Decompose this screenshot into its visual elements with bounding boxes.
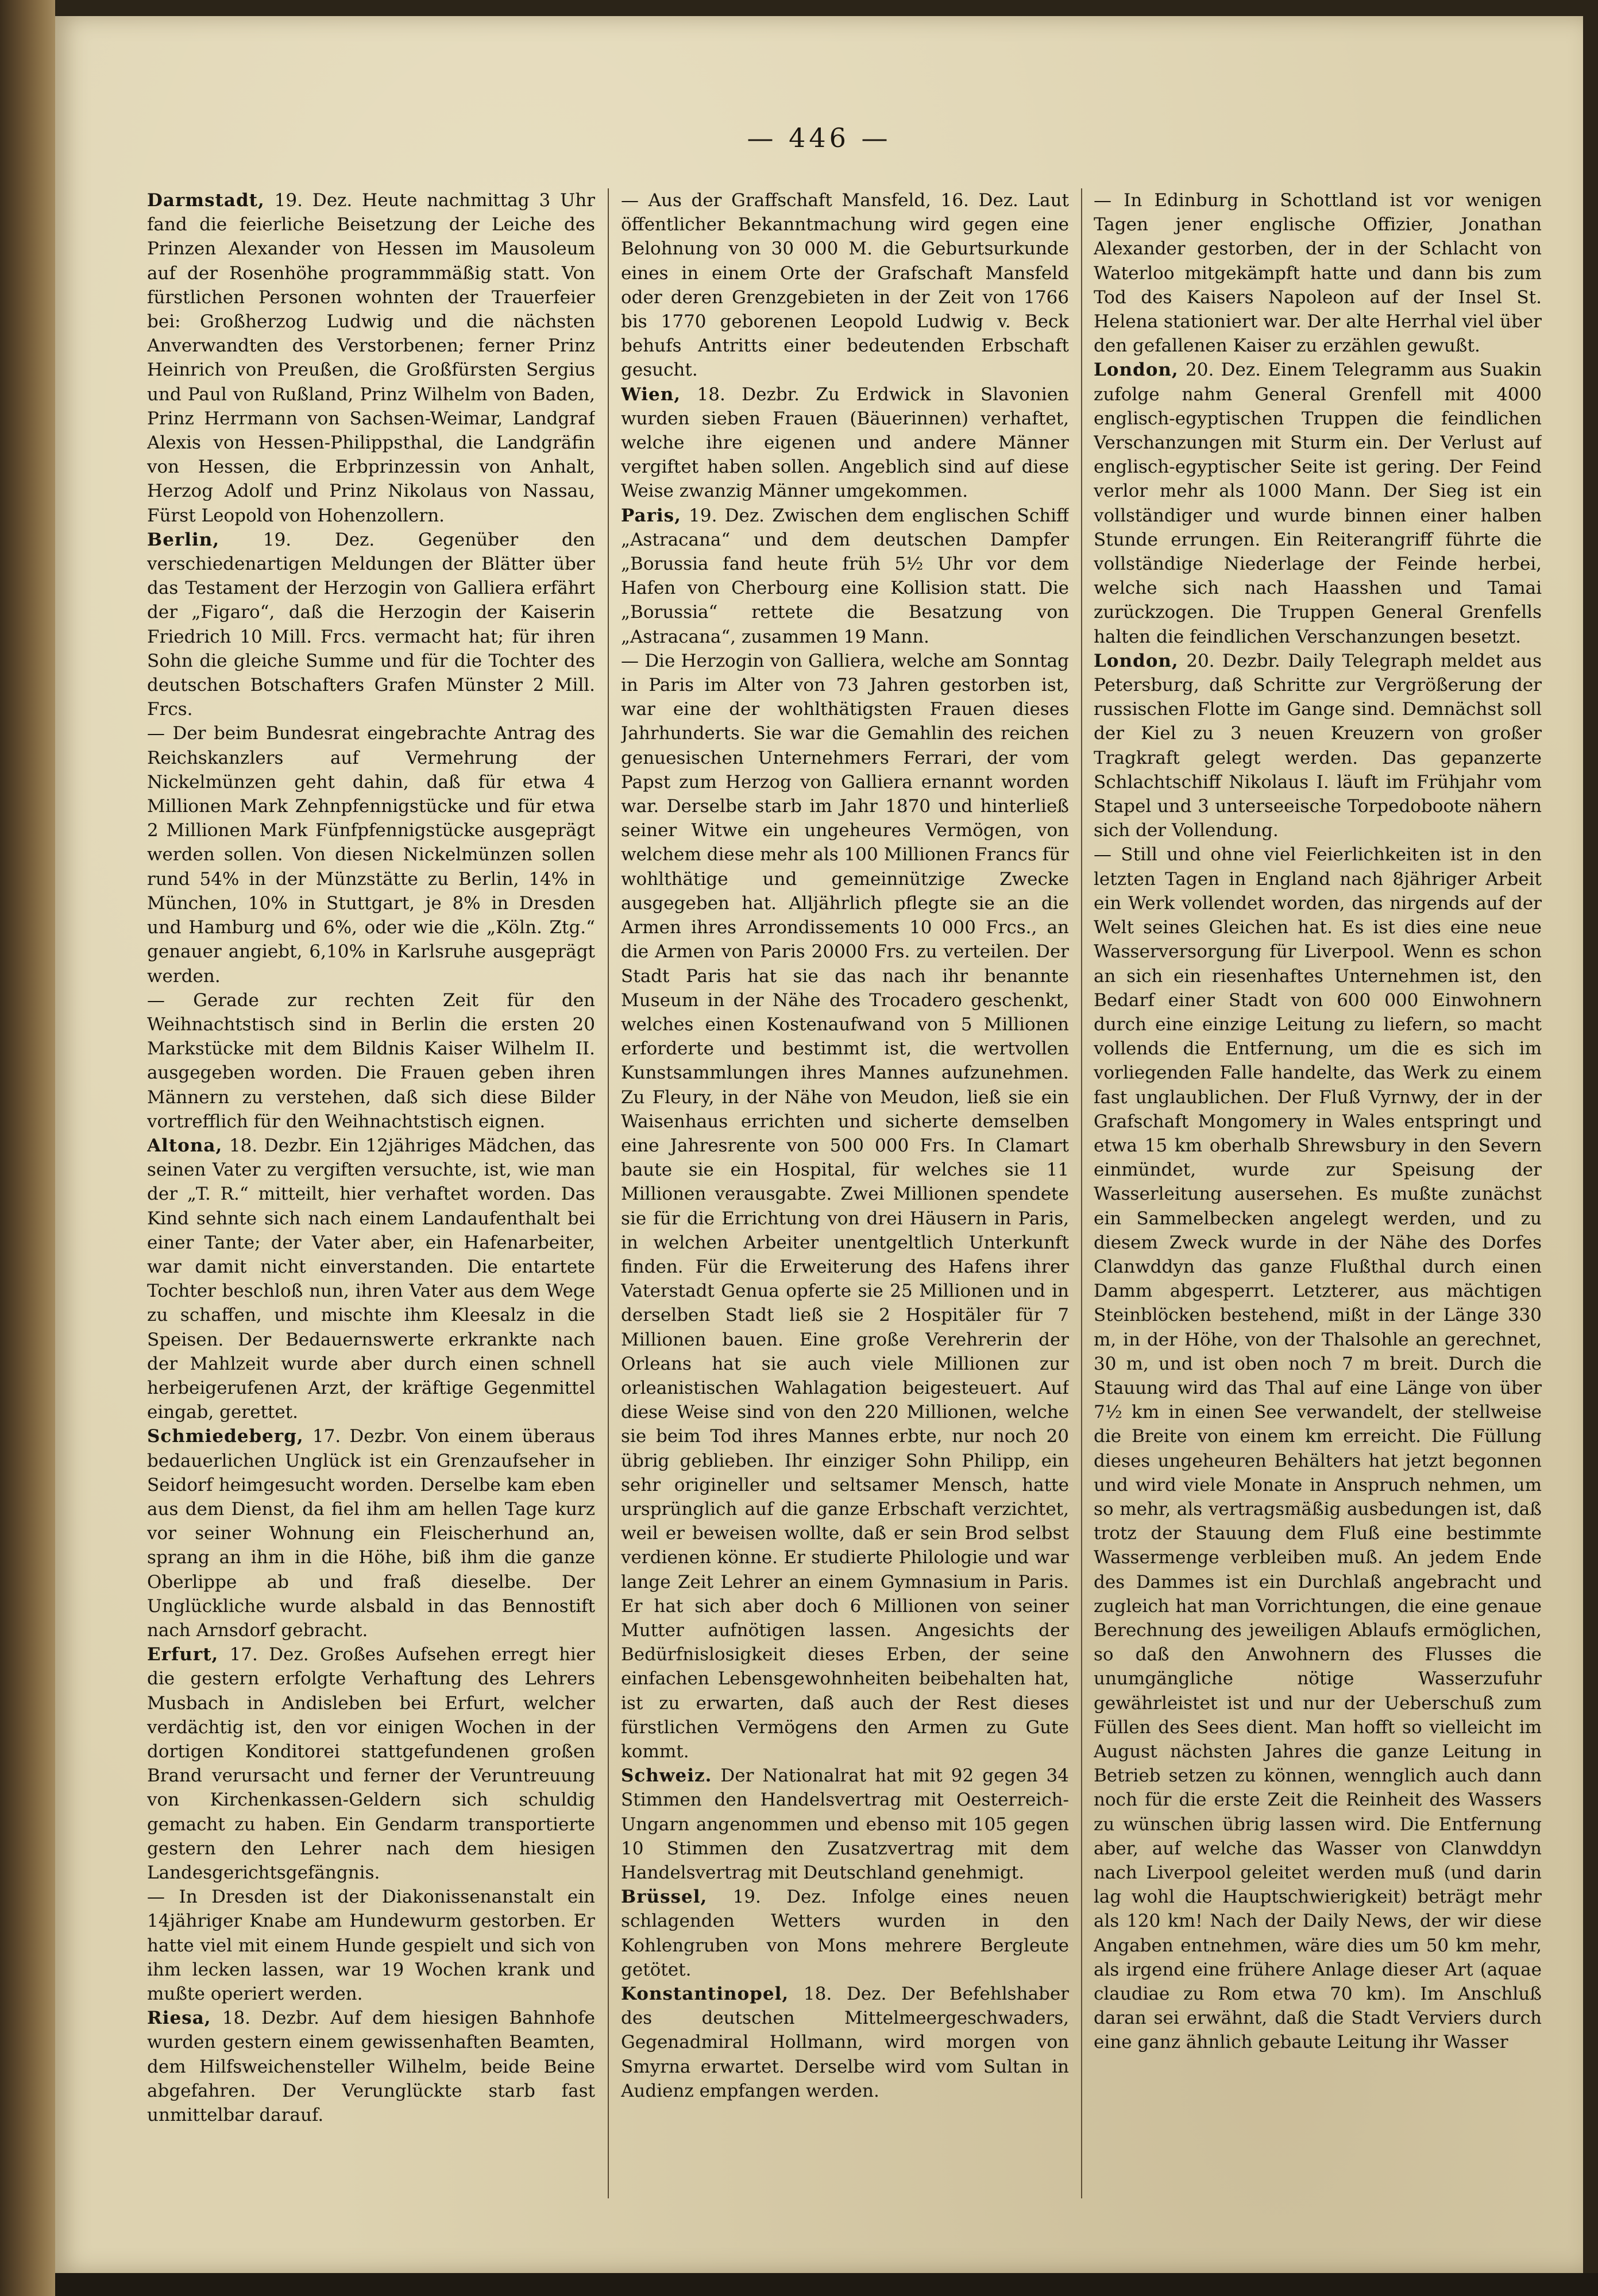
dateline-place: Riesa, xyxy=(147,2008,211,2029)
dateline-place: Darmstadt, xyxy=(147,190,265,211)
article-paragraph xyxy=(621,1885,1069,1982)
column-2 xyxy=(621,188,1069,2210)
dateline-place: Brüssel, xyxy=(621,1887,708,1908)
column-rule xyxy=(1081,188,1082,2198)
article-text: — Still und ohne viel Feierlichkeiten ist in den letzten Tagen in England nach 8jähriger Arbeit ein Werk vollendet worden, das nirgends auf der Welt seines Gleichen hat. Es ist dies eine neue Wasserversorgung für Liverpool. Wenn es schon an sich ein riesenhaftes Unternehmen ist, den Bedarf einer Stadt von 600 000 Einwohnern durch eine einzige Leitung zu liefern, so macht vollends die Entfernung, um die es sich im vorliegenden Falle handelte, das Werk zu einem fast unglaublichen. Der Fluß Vyrnwy, der in der Grafschaft Mongomery in Wales entspringt und etwa 15 km oberhalb Shrewsbury in den Severn einmündet, wurde zur Speisung der Wasserleitung ausersehen. Es mußte zunächst ein Sammelbecken angelegt werden, und zu diesem Zweck wurde in der Nähe des Dorfes Clanwddyn das ganze Flußthal durch einen Damm abgesperrt. Letzterer, aus mächtigen Steinblöcken bestehend, mißt in der Länge 330 m, in der Höhe, von der Thalsohle an gerechnet, 30 m, und ist oben noch 7 m breit. Durch die Stauung wird das Thal auf eine Länge von über 7½ km in einen See verwandelt, der stellweise die Breite von einem km erreicht. Die Füllung dieses ungeheuren Behälters hat jetzt begonnen und wird viele Monate in Anspruch nehmen, um so mehr, als vertragsmäßig ausbedungen ist, daß trotz der Stauung dem Fluß eine bestimmte Wassermenge verbleiben muß. An jedem Ende des Dammes ist ein Durchlaß angebracht und zugleich hat man Vorrichtungen, die eine genaue Berechnung des jeweiligen Ablaufs ermöglichen, so daß den Anwohnern des Flusses die unumgängliche nötige Wasserzufuhr gewährleistet ist und nur der Ueberschuß zum Füllen des Sees dient. Man hofft so vielleicht im August nächsten Jahres die ganze Leitung in Betrieb setzen zu können, wennglich auch dann noch für die erste Zeit die Reinheit des Wassers zu wünschen übrig lassen wird. Die Entfernung aber, auf welche das Wasser von Clanwddyn nach Liverpool geleitet werden muß (und darin lag wohl die Hauptschwierigkeit) beträgt mehr als 120 km! Nach der Daily News, der wir diese Angaben entnehmen, wäre dies um 50 km mehr, als irgend eine frühere Anlage dieser Art (aquae claudiae zu Rom etwa 70 km). Im Anschluß daran sei erwähnt, daß die Stadt Verviers durch eine ganz ähnlich gebaute Leitung ihr Wasser xyxy=(1094,844,1542,2053)
dateline-place: Schmiedeberg, xyxy=(147,1426,304,1447)
article-paragraph xyxy=(147,721,595,988)
article-text: — Gerade zur rechten Zeit für den Weihnachtstisch sind in Berlin die ersten 20 Markstücke mit dem Bildnis Kaiser Wilhelm II. ausgegeben worden. Die Frauen geben ihren Männern zu verstehen, daß sich diese Bilder vortrefflich für den Weihnachtstisch eignen. xyxy=(147,989,595,1132)
article-text: 18. Dez. Der Befehlshaber des deutschen Mittelmeergeschwaders, Gegenadmiral Hollmann, wird morgen von Smyrna erwartet. Derselbe wird vom Sultan in Audienz empfangen werden. xyxy=(621,1984,1069,2101)
article-text: 17. Dez. Großes Aufsehen erregt hier die gestern erfolgte Verhaftung des Lehrers Musbach in Andisleben bei Erfurt, welcher verdächtig ist, den vor einigen Wochen in der dortigen Konditorei stattgefundenen großen Brand verursacht und ferner der Veruntreuung von Kirchenkassen-Geldern sich schuldig gemacht zu haben. Ein Gendarm transportierte gestern den Lehrer nach dem hiesigen Landesgerichtsgefängnis. xyxy=(147,1644,595,1884)
article-text: 20. Dez. Einem Telegramm aus Suakin zufolge nahm General Grenfell mit 4000 englisch-egyptischen Truppen die feindlichen Verschanzungen mit Sturm ein. Der Verlust auf englisch-egyptischer Seite ist gering. Der Feind verlor mehr als 1000 Mann. Der Sieg ist ein vollständiger und wurde binnen einer halben Stunde errungen. Ein Reiterangriff führte die vollständige Niederlage der Feinde herbei, welche sich nach Haasshen und Tamai zurückzogen. Die Truppen General Grenfells halten die feindlichen Verschanzungen besetzt. xyxy=(1094,360,1542,647)
article-text: — Aus der Graffschaft Mansfeld, 16. Dez. Laut öffentlicher Bekanntmachung wird gegen eine Belohnung von 30 000 M. die Geburtsurkunde eines in einem Orte der Grafschaft Mansfeld oder deren Grenzgebieten in der Zeit von 1766 bis 1770 geborenen Leopold Ludwig v. Beck behufs Antritts einer bedeutenden Erbschaft gesucht. xyxy=(621,190,1069,381)
article-paragraph xyxy=(147,1885,595,2006)
article-text: 18. Dezbr. Ein 12jähriges Mädchen, das seinen Vater zu vergiften versuchte, ist, wie man der „T. R.“ mitteilt, hier verhaftet worden. Das Kind sehnte sich nach einem Landaufenthalt bei einer Tante; der Vater aber, ein Hafenarbeiter, war damit nicht einverstanden. Die entartete Tochter beschloß nun, ihren Vater aus dem Wege zu schaffen, und mischte ihm Kleesalz in die Speisen. Der Bedauernswerte erkrankte nach der Mahlzeit wurde aber durch einen schnell herbeigerufenen Arzt, der kräftige Gegenmittel eingab, gerettet. xyxy=(147,1135,595,1423)
dateline-place: Berlin, xyxy=(147,529,220,550)
article-text: 18. Dezbr. Auf dem hiesigen Bahnhofe wurden gestern einem gewissenhaften Beamten, dem Hilfsweichensteller Wilhelm, beide Beine abgefahren. Der Verunglückte starb fast unmittelbar darauf. xyxy=(147,2008,595,2126)
article-paragraph xyxy=(1094,358,1542,648)
article-text: 19. Dez. Zwischen dem englischen Schiff „Astracana“ und dem deutschen Dampfer „Borussia fand heute früh 5½ Uhr vor dem Hafen von Cherbourg eine Kollision statt. Die „Borussia“ rettete die Besatzung von „Astracana“, zusammen 19 Mann. xyxy=(621,505,1069,647)
article-paragraph xyxy=(147,188,595,528)
newspaper-page xyxy=(55,16,1583,2273)
article-text: 17. Dezbr. Von einem überaus bedauerlichen Unglück ist ein Grenzaufseher in Seidorf heimgesucht worden. Derselbe kam eben aus dem Dienst, da fiel ihm am hellen Tage kurz vor seiner Wohnung ein Fleischerhund an, sprang an ihm in die Höhe, biß ihm die ganze Oberlippe ab und fraß dieselbe. Der Unglückliche wurde alsbald in das Bennostift nach Arnsdorf gebracht. xyxy=(147,1426,595,1641)
article-text: 19. Dez. Infolge eines neuen schlagenden Wetters wurden in den Kohlengruben von Mons mehrere Bergleute getötet. xyxy=(621,1887,1069,1980)
article-text: — Der beim Bundesrat eingebrachte Antrag des Reichskanzlers auf Vermehrung der Nickelmünzen geht dahin, daß für etwa 4 Millionen Mark Zehnpfennigstücke und für etwa 2 Millionen Mark Fünfpfennigstücke ausgeprägt werden sollen. Von diesen Nickelmünzen sollen rund 54% in der Münzstätte zu Berlin, 14% in München, 10% in Stuttgart, je 8% in Dresden und Hamburg und 6%, oder wie die „Köln. Ztg.“ genauer angiebt, 6,10% in Karlsruhe ausgeprägt werden. xyxy=(147,723,595,987)
article-paragraph xyxy=(147,1134,595,1424)
book-binding xyxy=(0,0,55,2296)
article-paragraph xyxy=(1094,188,1542,358)
dateline-place: Schweiz. xyxy=(621,1765,712,1787)
dateline-place: London, xyxy=(1094,650,1179,671)
article-paragraph xyxy=(621,188,1069,382)
article-paragraph xyxy=(147,528,595,722)
dateline-place: London, xyxy=(1094,360,1179,381)
dateline-place: Paris, xyxy=(621,505,681,526)
column-3 xyxy=(1094,188,1542,2210)
dateline-place: Altona, xyxy=(147,1135,223,1156)
article-paragraph xyxy=(147,2006,595,2127)
article-text: Der Nationalrat hat mit 92 gegen 34 Stimmen den Handelsvertrag mit Oesterreich-Ungarn angenommen und ebenso mit 105 gegen 10 Stimmen den Zusatzvertrag mit dem Handelsvertrag mit Deutschland genehmigt. xyxy=(621,1765,1069,1884)
dateline-place: Wien, xyxy=(621,384,681,405)
article-text: 19. Dez. Heute nachmittag 3 Uhr fand die feierliche Beisetzung der Leiche des Prinzen Alexander von Hessen im Mausoleum auf der Rosenhöhe programmmäßig statt. Von fürstlichen Personen wohnten der Trauerfeier bei: Großherzog Ludwig und die nächsten Anverwandten des Verstorbenen; ferner Prinz Heinrich von Preußen, die Großfürsten Sergius und Paul von Rußland, Prinz Wilhelm von Baden, Prinz Herrmann von Sachsen-Weimar, Landgraf Alexis von Hessen-Philippsthal, die Landgräfin von Hessen, die Erbprinzessin von Anhalt, Herzog Adolf und Prinz Nikolaus von Nassau, Fürst Leopold von Hohenzollern. xyxy=(147,190,595,526)
article-paragraph xyxy=(621,1982,1069,2103)
dateline-place: Erfurt, xyxy=(147,1644,219,1665)
article-paragraph xyxy=(147,988,595,1134)
article-paragraph xyxy=(147,1424,595,1642)
column-1 xyxy=(147,188,595,2210)
dateline-place: Konstantinopel, xyxy=(621,1984,789,2005)
article-paragraph xyxy=(1094,842,1542,2054)
article-paragraph xyxy=(621,382,1069,504)
article-text: — In Edinburg in Schottland ist vor wenigen Tagen jener englische Offizier, Jonathan Alexander gestorben, der in der Schlacht von Waterloo mitgekämpft hatte und dann bis zum Tod des Kaisers Napoleon auf der Insel St. Helena stationiert war. Der alte Herrhal viel über den gefallenen Kaiser zu erzählen gewußt. xyxy=(1094,190,1542,357)
article-paragraph xyxy=(621,1764,1069,1885)
article-text: 18. Dezbr. Zu Erdwick in Slavonien wurden sieben Frauen (Bäuerinnen) verhaftet, welche ihre eigenen und andere Männer vergiftet haben sollen. Angeblich sind auf diese Weise zwanzig Männer umgekommen. xyxy=(621,384,1069,502)
scan-edge xyxy=(55,2273,1598,2296)
article-text: — Die Herzogin von Galliera, welche am Sonntag in Paris im Alter von 73 Jahren gestorben ist, war eine der wohlthätigsten Frauen dieses Jahrhunderts. Sie war die Gemahlin des reichen genuesischen Unternehmers Ferrari, der vom Papst zum Herzog von Galliera ernannt worden war. Derselbe starb im Jahr 1870 und hinterließ seiner Witwe ein ungeheures Vermögen, von welchem diese mehr als 100 Millionen Francs für wohlthätige und gemeinnützige Zwecke ausgegeben hat. Alljährlich pflegte sie an die Armen ihres Arrondissements 10 000 Frcs., an die Armen von Paris 20000 Frs. zu verteilen. Der Stadt Paris hat sie das nach ihr benannte Museum in der Nähe des Trocadero geschenkt, welches einen Kostenaufwand von 5 Millionen erforderte und bestimmt ist, die wertvollen Kunstsammlungen ihres Mannes aufzunehmen. Zu Fleury, in der Nähe von Meudon, ließ sie ein Waisenhaus errichten und sicherte demselben eine Jahresrente von 500 000 Frs. In Clamart baute sie ein Hospital, für welches sie 11 Millionen verausgabte. Zwei Millionen spendete sie für die Errichtung von drei Häusern in Paris, in welchen Arbeiter unentgeltlich Unterkunft finden. Für die Erweiterung des Hafens ihrer Vaterstadt Genua opferte sie 25 Millionen und in derselben Stadt ließ sie 2 Hospitäler für 7 Millionen bauen. Eine große Verehrerin der Orleans hat sie auch viele Millionen zur orleanistischen Wahlagation beigesteuert. Auf diese Weise sind von den 220 Millionen, welche sie beim Tod ihres Mannes erbte, nur noch 20 übrig geblieben. Ihr einziger Sohn Philipp, ein sehr origineller und seltsamer Mensch, hatte ursprünglich auf die ganze Erbschaft verzichtet, weil er beweisen wollte, daß er sein Brod selbst verdienen könne. Er studierte Philologie und war lange Zeit Lehrer an einem Gymnasium in Paris. Er hat sich aber doch 6 Millionen von seiner Mutter aufnötigen lassen. Angesichts der Bedürfnislosigkeit dieses Erben, der seine einfachen Lebensgewohnheiten beibehalten hat, ist zu erwarten, daß auch der Rest dieses fürstlichen Vermögens den Armen zu Gute kommt. xyxy=(621,650,1069,1762)
page-number: — 446 — xyxy=(747,122,891,153)
article-text: 20. Dezbr. Daily Telegraph meldet aus Petersburg, daß Schritte zur Vergrößerung der russischen Flotte im Gange sind. Demnächst soll der Kiel zu 3 neuen Kreuzern von großer Tragkraft gelegt werden. Das gepanzerte Schlachtschiff Nikolaus I. läuft im Frühjahr vom Stapel und 3 unterseeische Torpedoboote nähern sich der Vollendung. xyxy=(1094,650,1542,841)
article-text: — In Dresden ist der Diakonissenanstalt ein 14jähriger Knabe am Hundewurm gestorben. Er hatte viel mit einem Hunde gespielt und sich von ihm lecken lassen, war 19 Wochen krank und mußte operiert werden. xyxy=(147,1887,595,2005)
article-text: 19. Dez. Gegenüber den verschiedenartigen Meldungen der Blätter über das Testament der Herzogin von Galliera erfährt der „Figaro“, daß die Herzogin der Kaiserin Friedrich 10 Mill. Frcs. vermacht hat; für ihren Sohn die gleiche Summe und für die Tochter des deutschen Botschafters Grafen Münster 2 Mill. Frcs. xyxy=(147,529,595,720)
article-paragraph xyxy=(1094,649,1542,843)
article-paragraph xyxy=(621,649,1069,1764)
article-paragraph xyxy=(147,1642,595,1885)
article-paragraph xyxy=(621,504,1069,649)
column-rule xyxy=(608,188,609,2198)
